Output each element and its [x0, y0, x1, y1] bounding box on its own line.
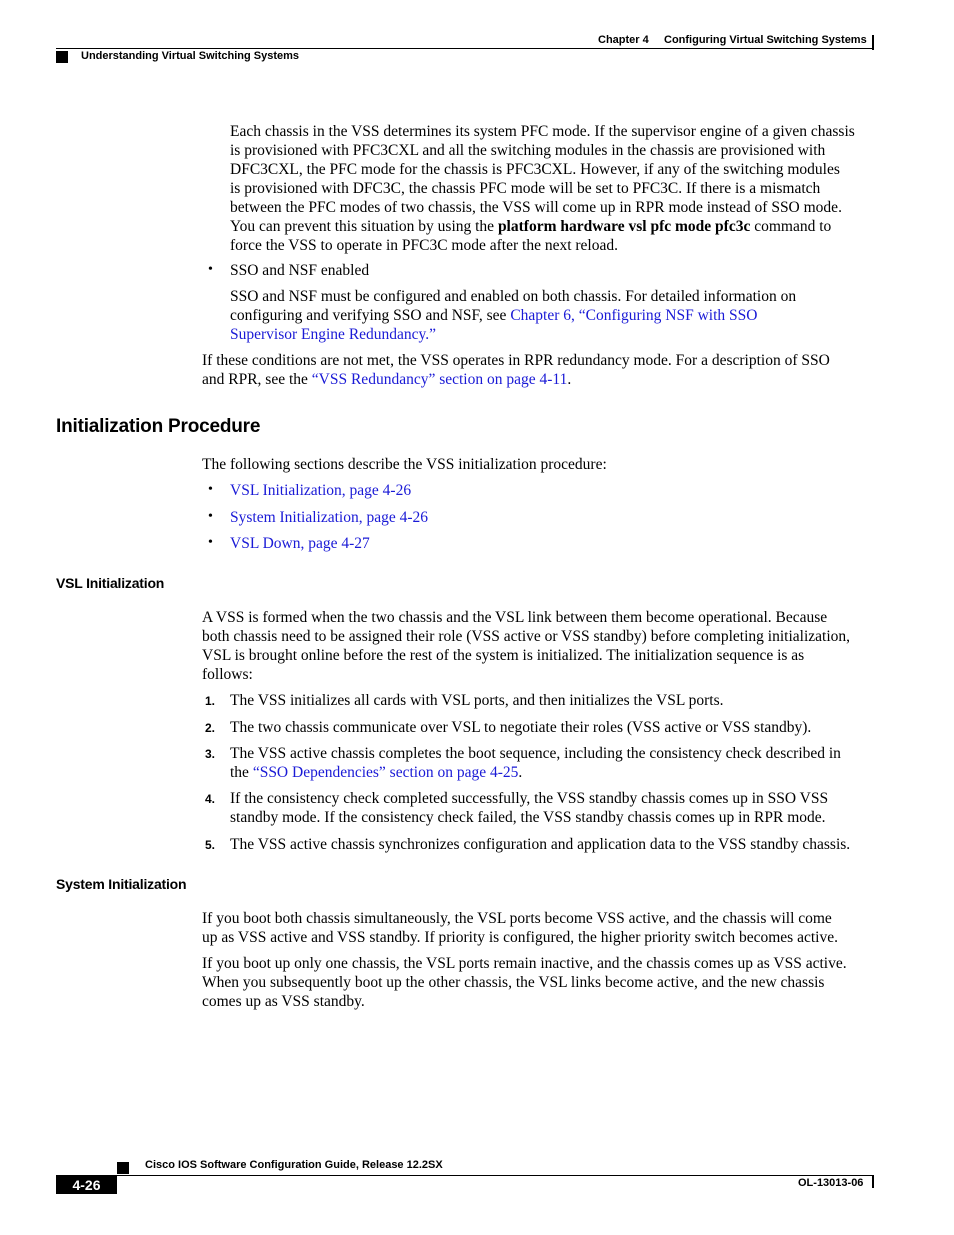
step-text [230, 744, 841, 782]
sso-bullet-text: SSO and NSF enabled [230, 262, 370, 279]
step-number: 3. [205, 747, 216, 761]
header-square-marker [56, 51, 68, 63]
text-line [202, 370, 830, 389]
footer-rule [117, 1175, 874, 1176]
bullet-icon: • [208, 535, 213, 550]
step-number: 5. [205, 838, 216, 852]
text-line: VSL is brought online before the rest of the system is initialized. The initialization sequence is as [202, 647, 805, 664]
header-chapter-title: Configuring Virtual Switching Systems [664, 34, 867, 46]
bullet-icon: • [208, 262, 213, 277]
text-line: follows: [202, 666, 253, 683]
bullet-icon: • [208, 509, 213, 524]
text-line: up as VSS active and VSS standby. If priority is configured, the higher priority switch becomes active. [202, 929, 838, 946]
chapter6-link[interactable]: Chapter 6, “Configuring NSF with SSO [510, 307, 758, 324]
text-span: You can prevent this situation by using the [230, 218, 498, 235]
vss-redundancy-link[interactable]: “VSS Redundancy” section on page 4-11 [311, 371, 568, 388]
vsl-down-link[interactable]: VSL Down, page 4-27 [230, 535, 370, 552]
vsl-initialization-heading: VSL Initialization [56, 575, 165, 591]
command-text: platform hardware vsl pfc mode pfc3c [497, 218, 751, 235]
chapter6-link-continued[interactable]: Supervisor Engine Redundancy.” [230, 326, 437, 343]
bullet-icon: • [208, 482, 213, 497]
text-line [230, 763, 841, 782]
footer-square-marker [117, 1162, 129, 1174]
text-span: the [230, 764, 253, 781]
init-procedure-intro: The following sections describe the VSS initialization procedure: [202, 456, 607, 473]
text-line [230, 306, 796, 325]
text-span: . [567, 371, 572, 388]
step-number: 1. [205, 694, 216, 708]
text-line: between the PFC modes of two chassis, the VSS will come up in RPR mode instead of SSO mode. [230, 199, 842, 216]
footer-guide-title: Cisco IOS Software Configuration Guide, Release 12.2SX [145, 1159, 443, 1171]
step-text: The VSS active chassis synchronizes configuration and application data to the VSS standby chassis. [230, 836, 851, 853]
text-line: When you subsequently boot up the other chassis, the VSL links become active, and the new chassis [202, 974, 825, 991]
system-initialization-link[interactable]: System Initialization, page 4-26 [230, 509, 429, 526]
text-line: DFC3CXL, the PFC mode for the chassis is PFC3CXL. However, if any of the switching modules [230, 161, 840, 178]
text-line: Each chassis in the VSS determines its system PFC mode. If the supervisor engine of a given chassis [230, 123, 855, 140]
text-line: is provisioned with DFC3C, the chassis PFC mode will be set to PFC3C. If there is a mismatch [230, 180, 821, 197]
text-span: . [518, 764, 523, 781]
text-line: comes up as VSS standby. [202, 993, 365, 1010]
text-line: If the consistency check completed successfully, the VSS standby chassis comes up in SSO VSS [230, 790, 829, 807]
text-line: The VSS active chassis completes the boot sequence, including the consistency check described in [230, 745, 841, 762]
initialization-procedure-heading: Initialization Procedure [56, 416, 261, 437]
step-text [230, 789, 828, 827]
text-span: configuring and verifying SSO and NSF, see [230, 307, 511, 324]
text-span: and RPR, see the [202, 371, 312, 388]
text-line: A VSS is formed when the two chassis and the VSL link between them become operational. Because [202, 609, 828, 626]
header-rule [56, 48, 874, 49]
header-chapter: Chapter 4 [598, 34, 649, 46]
sso-dependencies-link[interactable]: “SSO Dependencies” section on page 4-25 [252, 764, 519, 781]
footer-doc-number: OL-13013-06 [798, 1177, 864, 1189]
footer-vertical-bar [872, 1176, 874, 1188]
vsl-initialization-link[interactable]: VSL Initialization, page 4-26 [230, 482, 412, 499]
text-line [230, 217, 855, 236]
conditions-paragraph [202, 351, 830, 389]
text-line: both chassis need to be assigned their role (VSS active or VSS standby) before completing initialization, [202, 628, 850, 645]
text-line: If you boot up only one chassis, the VSL ports remain inactive, and the chassis comes up as VSS active. [202, 955, 847, 972]
step-number: 4. [205, 792, 216, 806]
text-line: force the VSS to operate in PFC3C mode after the next reload. [230, 237, 618, 254]
footer-page-number: 4-26 [72, 1177, 101, 1193]
text-line: If you boot both chassis simultaneously, the VSL ports become VSS active, and the chassis will come [202, 910, 832, 927]
step-number: 2. [205, 721, 216, 735]
system-initialization-heading: System Initialization [56, 876, 187, 892]
system-init-paragraph-2 [202, 954, 847, 1011]
text-line: standby mode. If the consistency check failed, the VSS standby chassis comes up in RPR mode. [230, 809, 826, 826]
vsl-init-paragraph [202, 608, 850, 684]
pfc-paragraph [230, 122, 855, 255]
step-text: The VSS initializes all cards with VSL ports, and then initializes the VSL ports. [230, 692, 724, 709]
system-init-paragraph-1 [202, 909, 838, 947]
text-line: SSO and NSF must be configured and enabled on both chassis. For detailed information on [230, 288, 797, 305]
text-line: is provisioned with PFC3CXL and all the switching modules in the chassis are provisioned with [230, 142, 826, 159]
sso-paragraph [230, 287, 796, 344]
text-line: If these conditions are not met, the VSS operates in RPR redundancy mode. For a description of SSO [202, 352, 830, 369]
text-span: command to [750, 218, 832, 235]
header-section-title: Understanding Virtual Switching Systems [81, 50, 300, 62]
step-text: The two chassis communicate over VSL to negotiate their roles (VSS active or VSS standby). [230, 719, 812, 736]
